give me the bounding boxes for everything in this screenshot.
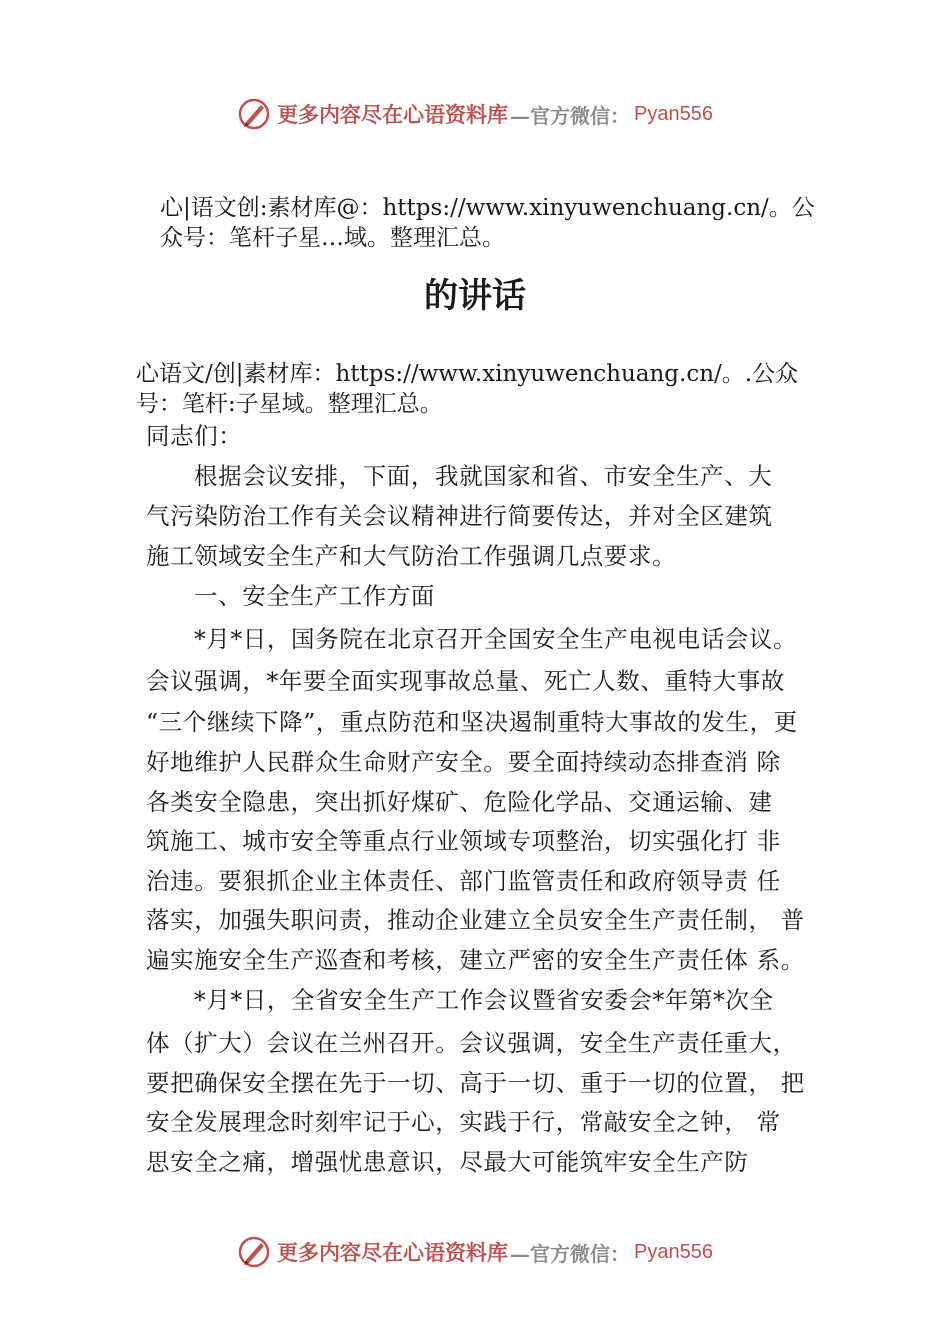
body-line: 治违。要狠抓企业主体责任、部门监管责任和政府领导责 任 — [146, 867, 781, 895]
source-note-2-line-1: 心语文/创|素材库：https://www.xinyuwenchuang.cn/。.公众 — [136, 361, 799, 387]
banner-official-label: —官方微信： — [510, 103, 631, 128]
pen-logo-icon — [237, 1235, 271, 1269]
body-line: 落实，加强失职问责，推动企业建立全员安全生产责任制， 普 — [146, 906, 805, 934]
body-line: “三个继续下降”，重点防范和坚决遏制重特大事故的发生，更 — [146, 708, 798, 736]
section-heading: 一、安全生产工作方面 — [194, 582, 435, 610]
page-title: 的讲话 — [424, 276, 526, 316]
pen-logo-icon — [237, 97, 271, 131]
body-line: *月*日，国务院在北京召开全国安全生产电视电话会议。 — [194, 625, 798, 653]
body-line: 思安全之痛，增强忧患意识，尽最大可能筑牢安全生产防 — [146, 1148, 749, 1176]
banner-brand: 更多内容尽在心语资料库 — [277, 1240, 509, 1265]
banner-wechat-id: Pyan556 — [634, 1240, 713, 1263]
body-line: *月*日，全省安全生产工作会议暨省安委会*年第*次全 — [194, 986, 774, 1014]
body-line: 好地维护人民群众生命财产安全。要全面持续动态排查消 除 — [146, 748, 781, 776]
body-line: 安全发展理念时刻牢记于心，实践于行，常敲安全之钟， 常 — [146, 1108, 781, 1136]
body-line: 体（扩大）会议在兰州召开。会议强调，安全生产责任重大， — [146, 1029, 797, 1057]
banner-wechat-id: Pyan556 — [634, 102, 713, 125]
banner-brand: 更多内容尽在心语资料库 — [277, 102, 509, 127]
source-note-1-line-1: 心|语文创:素材库@：https://www.xinyuwenchuang.cn/。公 — [160, 195, 815, 221]
salutation: 同志们： — [146, 422, 243, 450]
body-line: 遍实施安全生产巡查和考核，建立严密的安全生产责任体 系。 — [146, 946, 805, 974]
source-note-1-line-2: 众号：笔杆子星…域。整理汇总。 — [160, 225, 505, 251]
source-note-2-line-2: 号：笔杆:子星域。整理汇总。 — [136, 391, 443, 417]
body-line: 气污染防治工作有关会议精神进行简要传达，并对全区建筑 — [146, 502, 773, 530]
footer-banner — [0, 1232, 950, 1272]
body-line: 筑施工、城市安全等重点行业领域专项整治，切实强化打 非 — [146, 827, 781, 855]
body-line: 根据会议安排，下面，我就国家和省、市安全生产、大 — [194, 462, 773, 490]
banner-official-label: —官方微信： — [510, 1241, 631, 1266]
body-line: 要把确保安全摆在先于一切、高于一切、重于一切的位置， 把 — [146, 1069, 805, 1097]
body-line: 施工领域安全生产和大气防治工作强调几点要求。 — [146, 542, 677, 570]
body-line: 会议强调，*年要全面实现事故总量、死亡人数、重特大事故 — [146, 667, 785, 695]
header-banner — [0, 94, 950, 134]
body-line: 各类安全隐患，突出抓好煤矿、危险化学品、交通运输、建 — [146, 788, 773, 816]
